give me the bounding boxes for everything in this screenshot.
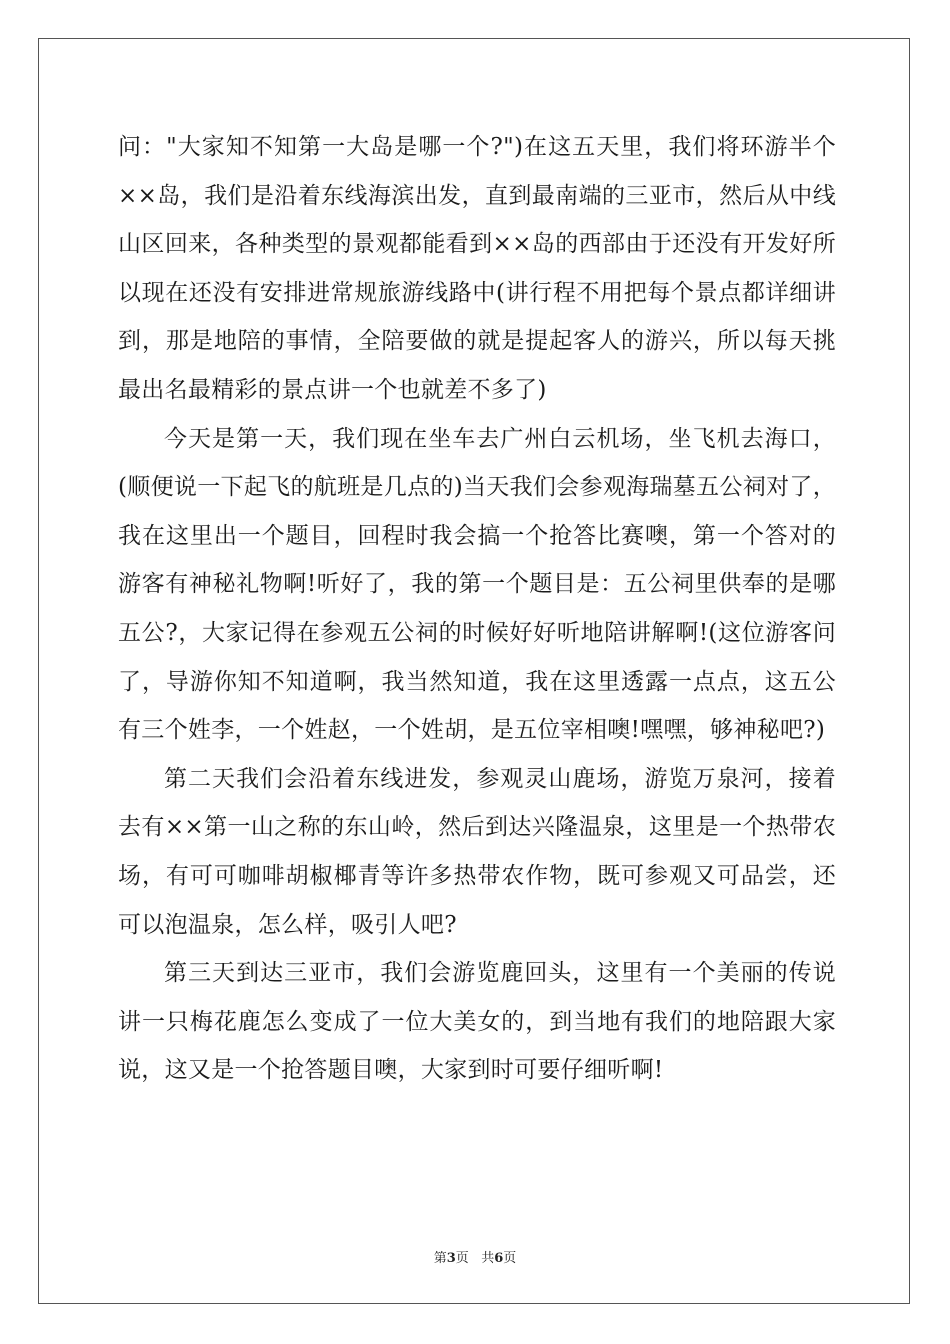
page-number: 3 — [446, 1251, 456, 1266]
document-body — [118, 123, 836, 1095]
page-prefix: 第 — [433, 1251, 447, 1266]
total-pages: 6 — [494, 1251, 504, 1266]
paragraph-4: 第三天到达三亚市，我们会游览鹿回头，这里有一个美丽的传说讲一只梅花鹿怎么变成了一位大美女的，到当地有我们的地陪跟大家说，这又是一个抢答题目噢，大家到时可要仔细听啊! — [118, 960, 836, 1084]
page-footer — [0, 1247, 950, 1266]
paragraph-2: 今天是第一天，我们现在坐车去广州白云机场，坐飞机去海口，(顺便说一下起飞的航班是几点的)当天我们会参观海瑞墓五公祠对了，我在这里出一个题目，回程时我会搞一个抢答比赛噢，第一个答对的游客有神秘礼物啊!听好了，我的第一个题目是：五公祠里供奉的是哪五公?，大家记得在参观五公祠的时候好好听地陪讲解啊!(这位游客问了，导游你知不知道啊，我当然知道，我在这里透露一点点，这五公有三个姓李，一个姓赵，一个姓胡，是五位宰相噢!嘿嘿，够神秘吧?) — [118, 425, 836, 744]
total-prefix: 共 — [481, 1251, 495, 1266]
total-suffix: 页 — [503, 1251, 517, 1266]
page-suffix: 页 — [455, 1251, 469, 1266]
paragraph-3: 第二天我们会沿着东线进发，参观灵山鹿场，游览万泉河，接着去有××第一山之称的东山岭，然后到达兴隆温泉，这里是一个热带农场，有可可咖啡胡椒椰青等许多热带农作物，既可参观又可品尝，还可以泡温泉，怎么样，吸引人吧? — [118, 765, 836, 938]
paragraph-1: 问："大家知不知第一大岛是哪一个?")在这五天里，我们将环游半个××岛，我们是沿着东线海滨出发，直到最南端的三亚市，然后从中线山区回来，各种类型的景观都能看到××岛的西部由于还没有开发好所以现在还没有安排进常规旅游线路中(讲行程不用把每个景点都详细讲到，那是地陪的事情，全陪要做的就是提起客人的游兴，所以每天挑最出名最精彩的景点讲一个也就差不多了) — [118, 134, 836, 403]
